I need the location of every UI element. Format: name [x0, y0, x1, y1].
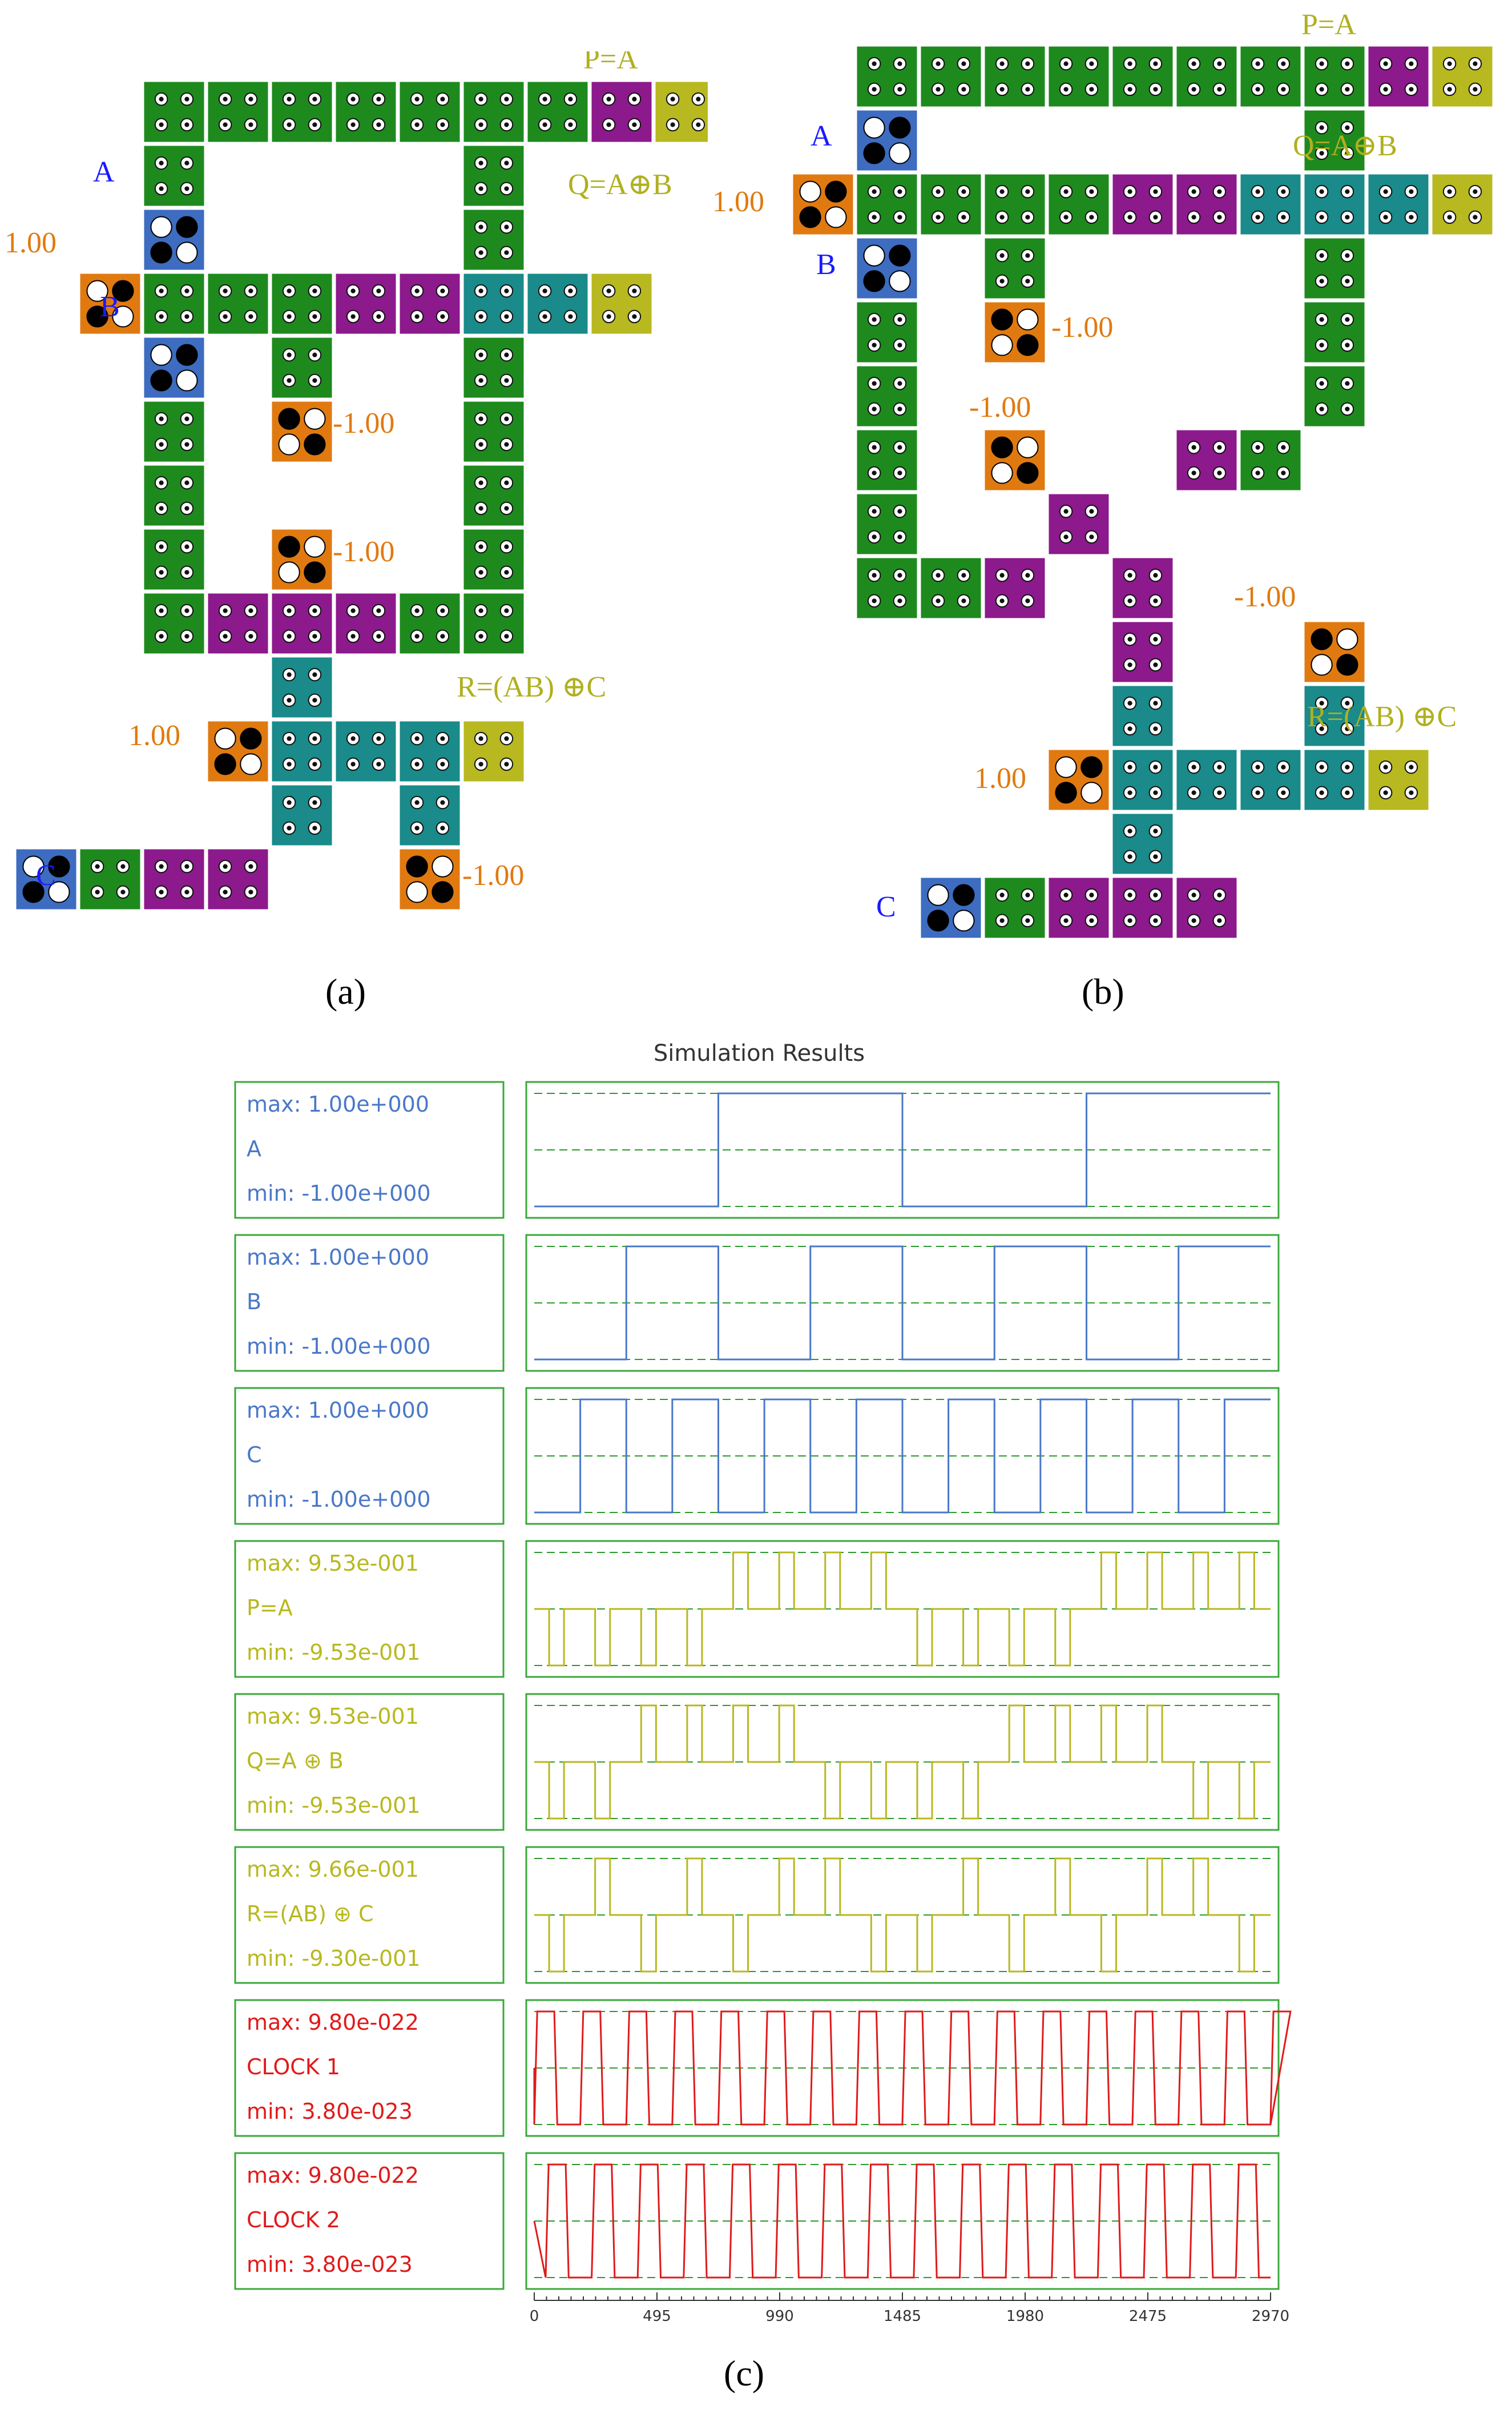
qca-cell-crossover: [1048, 493, 1110, 555]
input-label-b: B: [816, 248, 836, 281]
qca-cell-normal: [335, 81, 397, 143]
signal-name: A: [247, 1136, 261, 1161]
cells-a: [15, 81, 708, 910]
qca-cell-fixed: [399, 848, 461, 910]
input-label-c: C: [36, 859, 56, 892]
fixed-label-4: -1.00: [1234, 581, 1296, 613]
signal-name: CLOCK 2: [247, 2207, 340, 2232]
signal-max: max: 9.53e-001: [247, 1704, 419, 1729]
qca-cell-crossover: [1368, 46, 1429, 107]
fixed-label-5: -1.00: [462, 859, 525, 892]
axis-tick-label: 1980: [1006, 2308, 1045, 2325]
qca-cell-normal: [1240, 429, 1301, 491]
qca-cell-normal: [207, 273, 269, 335]
signal-label-panel: [235, 1082, 503, 1218]
simulation-title: Simulation Results: [653, 1040, 865, 1067]
panel-label-c: (c): [724, 2353, 765, 2393]
fixed-label-3: -1.00: [333, 536, 395, 568]
qca-cell-normal: [463, 529, 525, 590]
qca-layout-b-svg: [702, 0, 1512, 948]
qca-cell-output: [655, 81, 708, 143]
qca-cell-normal: [1048, 46, 1110, 107]
signal-name: Q=A ⊕ B: [247, 1748, 344, 1773]
qca-cell-vertical: [1176, 749, 1237, 811]
qca-cell-vertical: [1240, 174, 1301, 235]
qca-cell-fixed: [1048, 749, 1110, 811]
qca-cell-normal: [399, 81, 461, 143]
qca-cell-normal: [399, 593, 461, 654]
qca-cell-vertical: [271, 721, 333, 782]
qca-cell-output: [1432, 174, 1493, 235]
qca-cell-vertical: [399, 784, 461, 846]
qca-cell-normal: [1304, 46, 1365, 107]
panel-label-a: (a): [325, 971, 366, 1012]
signal-name: P=A: [247, 1595, 293, 1620]
signal-min: min: -9.53e-001: [247, 1793, 421, 1818]
qca-cell-crossover: [335, 593, 397, 654]
qca-cell-crossover: [1176, 429, 1237, 491]
panel-label-b: (b): [1082, 971, 1124, 1012]
fixed-label-3: -1.00: [969, 391, 1031, 424]
qca-cell-crossover: [591, 81, 652, 143]
qca-cell-vertical: [399, 721, 461, 782]
qca-cell-normal: [143, 465, 205, 526]
qca-cell-normal: [920, 557, 982, 619]
qca-cell-fixed: [271, 529, 333, 590]
qca-cell-fixed: [792, 174, 854, 235]
qca-cell-input: [856, 110, 918, 171]
qca-cell-normal: [984, 877, 1046, 939]
qca-cell-normal: [463, 401, 525, 462]
signal-row: [235, 1541, 1279, 1677]
simulation-svg: [217, 1028, 1301, 2341]
qca-cell-normal: [856, 493, 918, 555]
signal-label-panel: [235, 2153, 503, 2289]
output-label-r: R=(AB) ⊕C: [1307, 701, 1457, 733]
qca-cell-normal: [463, 465, 525, 526]
qca-cell-crossover: [984, 557, 1046, 619]
fixed-label-4: 1.00: [128, 719, 180, 752]
qca-cell-fixed: [984, 301, 1046, 363]
qca-cell-normal: [856, 174, 918, 235]
signal-label-panel: [235, 1694, 503, 1830]
qca-cell-crossover: [1176, 174, 1237, 235]
qca-layout-a-svg: [0, 51, 708, 931]
signal-rows: [235, 1082, 1291, 2289]
qca-cell-normal: [463, 145, 525, 207]
qca-cell-output: [1432, 46, 1493, 107]
qca-cell-crossover: [207, 848, 269, 910]
qca-cell-normal: [1048, 174, 1110, 235]
qca-cell-fixed: [207, 721, 269, 782]
qca-cell-crossover: [399, 273, 461, 335]
waveform-panel: [526, 1694, 1279, 1830]
signal-min: min: -1.00e+000: [247, 1181, 431, 1206]
qca-cell-crossover: [1112, 174, 1174, 235]
waveform-panel: [526, 1388, 1279, 1524]
input-label-b: B: [100, 291, 120, 323]
qca-cell-normal: [1304, 238, 1365, 299]
signal-max: max: 9.53e-001: [247, 1551, 419, 1576]
signal-max: max: 1.00e+000: [247, 1092, 430, 1117]
signal-max: max: 1.00e+000: [247, 1245, 430, 1270]
qca-cell-output: [463, 721, 525, 782]
signal-row: [235, 1847, 1279, 1983]
qca-cell-normal: [856, 301, 918, 363]
qca-cell-normal: [527, 81, 588, 143]
qca-cell-vertical: [1304, 749, 1365, 811]
output-label-q: Q=A⊕B: [1293, 130, 1397, 162]
qca-layout-a: [0, 51, 708, 931]
signal-name: C: [247, 1442, 262, 1467]
signal-label-panel: [235, 1847, 503, 1983]
qca-cell-fixed: [984, 429, 1046, 491]
qca-layout-b: [702, 0, 1512, 948]
qca-cell-crossover: [1112, 621, 1174, 683]
qca-cell-normal: [1112, 46, 1174, 107]
signal-label-panel: [235, 1541, 503, 1677]
signal-row: [235, 1235, 1279, 1371]
signal-row: [235, 2000, 1291, 2136]
qca-cell-normal: [463, 209, 525, 271]
qca-cell-output: [1368, 749, 1429, 811]
qca-cell-normal: [856, 365, 918, 427]
axis-tick-label: 2475: [1128, 2308, 1167, 2325]
output-label-r: R=(AB) ⊕C: [457, 671, 607, 703]
qca-cell-input: [143, 209, 205, 271]
qca-cell-normal: [920, 46, 982, 107]
signal-min: min: -1.00e+000: [247, 1487, 431, 1512]
qca-cell-vertical: [463, 273, 525, 335]
signal-max: max: 9.80e-022: [247, 2010, 419, 2035]
waveform-panel: [526, 1235, 1279, 1371]
signal-label-panel: [235, 2000, 503, 2136]
qca-cell-normal: [143, 593, 205, 654]
qca-cell-vertical: [1112, 813, 1174, 875]
qca-cell-vertical: [1304, 174, 1365, 235]
qca-cell-crossover: [1112, 877, 1174, 939]
waveform-panel: [526, 1082, 1279, 1218]
fixed-label-1: 1.00: [5, 227, 57, 259]
input-label-c: C: [876, 891, 896, 923]
axis-tick-label: 495: [643, 2308, 671, 2325]
signal-name: B: [247, 1289, 262, 1314]
qca-cell-normal: [463, 337, 525, 399]
signal-min: min: 3.80e-023: [247, 2252, 413, 2277]
qca-cell-vertical: [271, 657, 333, 718]
qca-cell-vertical: [527, 273, 588, 335]
qca-cell-normal: [271, 273, 333, 335]
qca-cell-vertical: [1112, 685, 1174, 747]
signal-row: [235, 1694, 1279, 1830]
waveform-panel: [526, 2000, 1291, 2136]
qca-cell-normal: [463, 81, 525, 143]
signal-row: [235, 2153, 1279, 2289]
qca-cell-normal: [984, 238, 1046, 299]
qca-cell-fixed: [271, 401, 333, 462]
input-label-a: A: [811, 120, 832, 152]
signal-name: R=(AB) ⊕ C: [247, 1901, 374, 1926]
qca-cell-normal: [856, 46, 918, 107]
qca-cell-normal: [1176, 46, 1237, 107]
signal-name: CLOCK 1: [247, 2054, 340, 2079]
signal-min: min: -1.00e+000: [247, 1334, 431, 1359]
axis-tick-label: 1485: [883, 2308, 922, 2325]
qca-cell-normal: [143, 529, 205, 590]
axis-tick-label: 0: [529, 2308, 539, 2325]
signal-max: max: 9.66e-001: [247, 1857, 419, 1882]
qca-cell-vertical: [335, 721, 397, 782]
waveform-panel: [526, 2153, 1279, 2289]
simulation-results: [217, 1028, 1301, 2341]
qca-cell-vertical: [1112, 749, 1174, 811]
signal-label-panel: [235, 1388, 503, 1524]
waveform-panel: [526, 1541, 1279, 1677]
qca-cell-normal: [143, 401, 205, 462]
qca-cell-vertical: [1240, 749, 1301, 811]
qca-cell-crossover: [207, 593, 269, 654]
qca-cell-vertical: [1368, 174, 1429, 235]
cells-b: [792, 46, 1493, 939]
output-label-p: P=A: [1301, 9, 1356, 41]
qca-cell-normal: [271, 81, 333, 143]
qca-cell-normal: [984, 46, 1046, 107]
qca-cell-normal: [143, 81, 205, 143]
qca-cell-normal: [143, 145, 205, 207]
qca-cell-input: [143, 337, 205, 399]
output-label-q: Q=A⊕B: [568, 168, 672, 201]
input-label-a: A: [93, 156, 115, 188]
qca-cell-input: [920, 877, 982, 939]
qca-cell-input: [856, 238, 918, 299]
qca-cell-normal: [920, 174, 982, 235]
qca-cell-normal: [856, 429, 918, 491]
qca-cell-output: [591, 273, 652, 335]
signal-max: max: 1.00e+000: [247, 1398, 430, 1423]
fixed-label-5: 1.00: [974, 762, 1026, 795]
qca-cell-normal: [1240, 46, 1301, 107]
qca-cell-crossover: [1176, 877, 1237, 939]
qca-cell-normal: [207, 81, 269, 143]
waveform-panel: [526, 1847, 1279, 1983]
fixed-label-2: -1.00: [1051, 311, 1114, 344]
qca-cell-normal: [1304, 301, 1365, 363]
signal-min: min: -9.30e-001: [247, 1946, 421, 1971]
signal-row: [235, 1388, 1279, 1524]
qca-cell-normal: [856, 557, 918, 619]
qca-cell-normal: [1304, 365, 1365, 427]
axis-tick-label: 990: [765, 2308, 794, 2325]
qca-cell-normal: [79, 848, 141, 910]
time-axis: [530, 2292, 1289, 2325]
qca-cell-crossover: [335, 273, 397, 335]
signal-label-panel: [235, 1235, 503, 1371]
qca-cell-normal: [463, 593, 525, 654]
qca-cell-normal: [271, 337, 333, 399]
qca-cell-normal: [143, 273, 205, 335]
qca-cell-normal: [984, 174, 1046, 235]
qca-cell-crossover: [143, 848, 205, 910]
signal-row: [235, 1082, 1279, 1218]
signal-min: min: -9.53e-001: [247, 1640, 421, 1665]
output-label-p: P=A: [583, 51, 638, 75]
qca-cell-vertical: [271, 784, 333, 846]
qca-cell-crossover: [1048, 877, 1110, 939]
signal-min: min: 3.80e-023: [247, 2099, 413, 2124]
qca-cell-fixed: [1304, 621, 1365, 683]
fixed-label-1: 1.00: [712, 186, 764, 218]
signal-max: max: 9.80e-022: [247, 2163, 419, 2188]
qca-cell-crossover: [271, 593, 333, 654]
qca-cell-crossover: [1112, 557, 1174, 619]
axis-tick-label: 2970: [1251, 2308, 1290, 2325]
fixed-label-2: -1.00: [333, 407, 395, 440]
